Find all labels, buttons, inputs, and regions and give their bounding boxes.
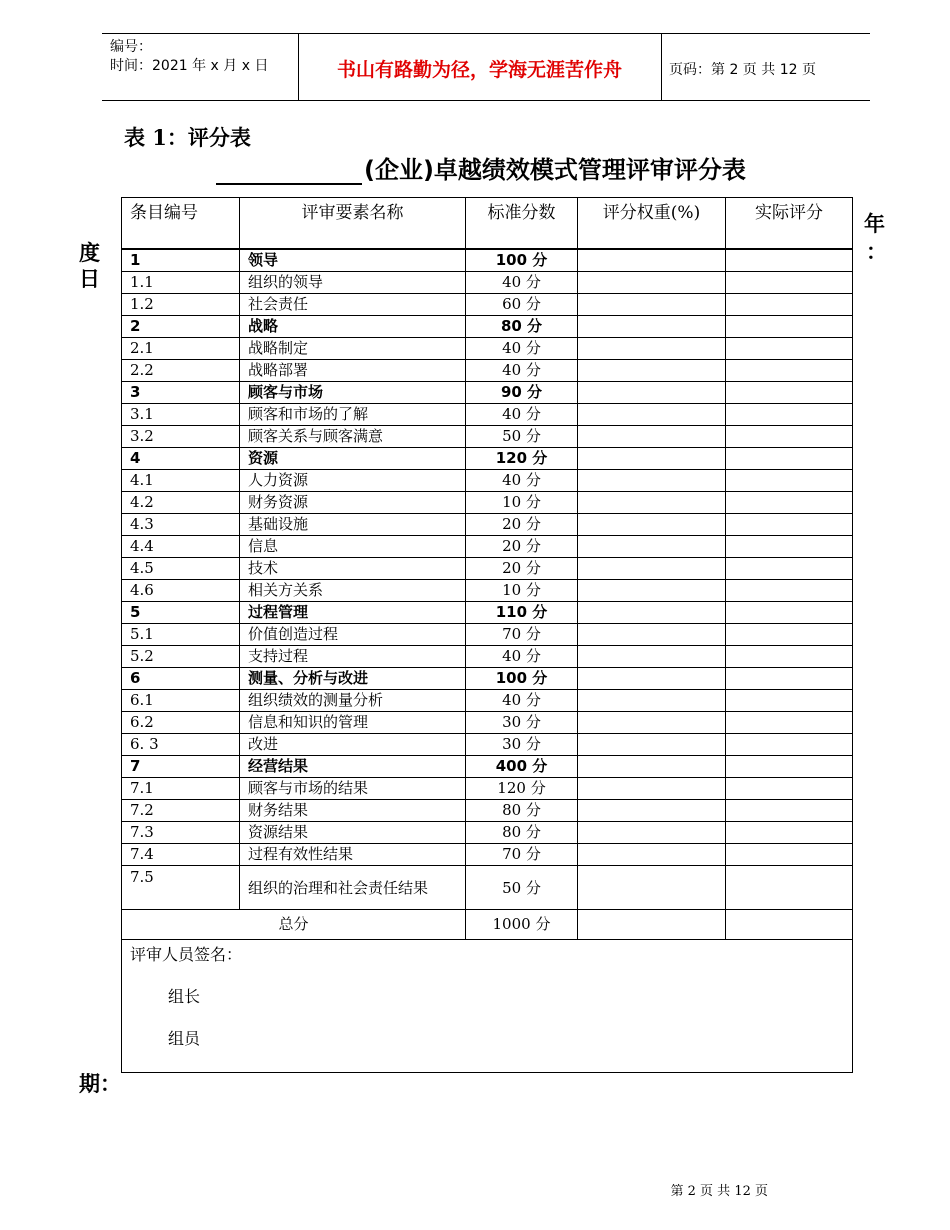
row-weight-cell[interactable]: [578, 756, 726, 778]
signature-cell[interactable]: [122, 940, 853, 1073]
row-name: 领导: [240, 250, 466, 272]
page-footer: 第 2 页 共 12 页: [670, 1184, 768, 1199]
document-header: [102, 33, 870, 101]
row-id: 4.6: [122, 580, 240, 602]
row-name: 过程管理: [240, 602, 466, 624]
row-score: 40 分: [466, 470, 578, 492]
row-weight-cell[interactable]: [578, 778, 726, 800]
row-weight-cell[interactable]: [578, 382, 726, 404]
header-meta: [110, 38, 268, 76]
row-weight-cell[interactable]: [578, 624, 726, 646]
row-actual-cell[interactable]: [726, 382, 853, 404]
table-title-text: (企业)卓越绩效模式管理评审评分表: [364, 156, 746, 184]
row-actual-cell[interactable]: [726, 360, 853, 382]
row-weight-cell[interactable]: [578, 844, 726, 866]
time-label: 时间：2021 年 x 月 x 日: [110, 58, 269, 74]
row-name: 组织绩效的测量分析: [240, 690, 466, 712]
row-id: 4.2: [122, 492, 240, 514]
row-name: 财务资源: [240, 492, 466, 514]
row-weight-cell[interactable]: [578, 470, 726, 492]
row-actual-cell[interactable]: [726, 602, 853, 624]
row-score: 80 分: [466, 822, 578, 844]
row-score: 100 分: [466, 668, 578, 690]
section-row: [122, 668, 853, 690]
row-weight-cell[interactable]: [578, 866, 726, 910]
row-id: 1.1: [122, 272, 240, 294]
row-weight-cell[interactable]: [578, 800, 726, 822]
row-name: 相关方关系: [240, 580, 466, 602]
row-actual-cell[interactable]: [726, 558, 853, 580]
row-weight-cell[interactable]: [578, 646, 726, 668]
row-score: 40 分: [466, 272, 578, 294]
row-score: 40 分: [466, 646, 578, 668]
row-actual-cell[interactable]: [726, 404, 853, 426]
row-id: 1.2: [122, 294, 240, 316]
row-weight-cell[interactable]: [578, 734, 726, 756]
row-weight-cell[interactable]: [578, 250, 726, 272]
table-row: [122, 272, 853, 294]
signature-row: [122, 940, 853, 1073]
row-name: 测量、分析与改进: [240, 668, 466, 690]
section-row: [122, 250, 853, 272]
row-score: 40 分: [466, 338, 578, 360]
row-weight-cell[interactable]: [578, 536, 726, 558]
section-row: [122, 382, 853, 404]
table-row: [122, 360, 853, 382]
table-row: [122, 712, 853, 734]
row-name: 财务结果: [240, 800, 466, 822]
row-score: 30 分: [466, 712, 578, 734]
row-actual-cell[interactable]: [726, 448, 853, 470]
row-weight-cell[interactable]: [578, 712, 726, 734]
row-weight-cell[interactable]: [578, 558, 726, 580]
row-id: 1: [122, 250, 240, 272]
row-name: 社会责任: [240, 294, 466, 316]
header-cell-name: 评审要素名称: [240, 198, 466, 249]
table-caption: 表 1：评分表: [124, 125, 251, 150]
row-actual-cell[interactable]: [726, 250, 853, 272]
table-row: [122, 624, 853, 646]
code-label: 编号：: [110, 39, 152, 55]
row-actual-cell[interactable]: [726, 536, 853, 558]
row-id: 7.1: [122, 778, 240, 800]
header-cell-weight: 评分权重(%): [578, 198, 726, 249]
row-actual-cell[interactable]: [726, 866, 853, 910]
row-actual-cell[interactable]: [726, 690, 853, 712]
row-weight-cell[interactable]: [578, 492, 726, 514]
row-name: 战略部署: [240, 360, 466, 382]
row-id: 6.1: [122, 690, 240, 712]
row-score: 80 分: [466, 800, 578, 822]
row-name: 战略制定: [240, 338, 466, 360]
leader-label: 组长: [168, 987, 201, 1006]
table-row: [122, 492, 853, 514]
row-name: 战略: [240, 316, 466, 338]
table-row: [122, 514, 853, 536]
row-weight-cell[interactable]: [578, 448, 726, 470]
side-char-du: 度: [79, 241, 100, 265]
side-char-ri: 日: [79, 267, 100, 291]
row-name: 资源结果: [240, 822, 466, 844]
row-actual-cell[interactable]: [726, 294, 853, 316]
row-id: 3: [122, 382, 240, 404]
row-score: 400 分: [466, 756, 578, 778]
side-char-colon: ：: [866, 240, 887, 264]
row-actual-cell[interactable]: [726, 646, 853, 668]
row-weight-cell[interactable]: [578, 294, 726, 316]
row-score: 10 分: [466, 580, 578, 602]
row-score: 50 分: [466, 866, 578, 910]
side-char-qi: 期：: [79, 1072, 121, 1096]
row-name: 基础设施: [240, 514, 466, 536]
table-row: [122, 294, 853, 316]
row-weight-cell[interactable]: [578, 822, 726, 844]
row-name: 信息: [240, 536, 466, 558]
row-weight-cell[interactable]: [578, 426, 726, 448]
row-id: 2.1: [122, 338, 240, 360]
row-actual-cell[interactable]: [726, 756, 853, 778]
row-score: 100 分: [466, 250, 578, 272]
row-actual-cell[interactable]: [726, 580, 853, 602]
row-id: 7.4: [122, 844, 240, 866]
row-id: 4.4: [122, 536, 240, 558]
row-actual-cell[interactable]: [726, 470, 853, 492]
header-page-number: 页码：第 2 页 共 12 页: [669, 62, 816, 78]
row-weight-cell[interactable]: [578, 404, 726, 426]
table-row: [122, 404, 853, 426]
section-row: [122, 756, 853, 778]
row-id: 6: [122, 668, 240, 690]
row-score: 60 分: [466, 294, 578, 316]
table-row: [122, 844, 853, 866]
row-id: 4.1: [122, 470, 240, 492]
row-id: 5.1: [122, 624, 240, 646]
row-actual-cell[interactable]: [726, 800, 853, 822]
header-divider: [661, 34, 662, 100]
row-name: 组织的治理和社会责任结果: [240, 866, 466, 910]
row-score: 10 分: [466, 492, 578, 514]
row-weight-cell[interactable]: [578, 602, 726, 624]
score-table: [121, 197, 853, 1073]
row-name: 顾客和市场的了解: [240, 404, 466, 426]
company-name-blank: [216, 157, 362, 185]
total-weight-cell[interactable]: [578, 910, 726, 940]
row-id: 3.2: [122, 426, 240, 448]
row-name: 支持过程: [240, 646, 466, 668]
row-name: 信息和知识的管理: [240, 712, 466, 734]
section-row: [122, 602, 853, 624]
row-weight-cell[interactable]: [578, 690, 726, 712]
section-row: [122, 448, 853, 470]
row-actual-cell[interactable]: [726, 338, 853, 360]
row-score: 110 分: [466, 602, 578, 624]
row-id: 4: [122, 448, 240, 470]
signature-label: 评审人员签名：: [130, 945, 243, 964]
row-id: 5.2: [122, 646, 240, 668]
row-actual-cell[interactable]: [726, 426, 853, 448]
row-score: 40 分: [466, 404, 578, 426]
row-actual-cell[interactable]: [726, 316, 853, 338]
row-name: 人力资源: [240, 470, 466, 492]
table-row: [122, 822, 853, 844]
header-cell-actual: 实际评分: [726, 198, 853, 249]
table-title: [216, 150, 746, 185]
row-weight-cell[interactable]: [578, 668, 726, 690]
header-cell-id: 条目编号: [122, 198, 240, 249]
row-score: 40 分: [466, 690, 578, 712]
row-id: 7.3: [122, 822, 240, 844]
row-name: 价值创造过程: [240, 624, 466, 646]
row-score: 80 分: [466, 316, 578, 338]
row-actual-cell[interactable]: [726, 492, 853, 514]
total-label: 总分: [122, 910, 466, 940]
row-score: 70 分: [466, 844, 578, 866]
table-row: [122, 866, 853, 910]
table-row: [122, 646, 853, 668]
row-actual-cell[interactable]: [726, 514, 853, 536]
row-id: 6.2: [122, 712, 240, 734]
table-row: [122, 690, 853, 712]
row-id: 7.5: [122, 866, 240, 910]
row-name: 过程有效性结果: [240, 844, 466, 866]
row-name: 资源: [240, 448, 466, 470]
row-score: 50 分: [466, 426, 578, 448]
row-id: 7: [122, 756, 240, 778]
row-name: 组织的领导: [240, 272, 466, 294]
row-actual-cell[interactable]: [726, 778, 853, 800]
row-id: 4.3: [122, 514, 240, 536]
total-actual-cell[interactable]: [726, 910, 853, 940]
table-row: [122, 338, 853, 360]
table-row: [122, 800, 853, 822]
row-id: 3.1: [122, 404, 240, 426]
header-motto: 书山有路勤为径，学海无涯苦作舟: [336, 59, 622, 81]
row-weight-cell[interactable]: [578, 338, 726, 360]
side-char-nian: 年: [864, 212, 885, 236]
row-id: 4.5: [122, 558, 240, 580]
row-weight-cell[interactable]: [578, 360, 726, 382]
table-row: [122, 536, 853, 558]
row-actual-cell[interactable]: [726, 734, 853, 756]
row-actual-cell[interactable]: [726, 844, 853, 866]
table-row: [122, 734, 853, 756]
member-label: 组员: [168, 1029, 201, 1048]
header-cell-score: 标准分数: [466, 198, 578, 249]
row-name: 技术: [240, 558, 466, 580]
row-name: 顾客与市场的结果: [240, 778, 466, 800]
row-score: 120 分: [466, 448, 578, 470]
row-id: 6. 3: [122, 734, 240, 756]
row-weight-cell[interactable]: [578, 316, 726, 338]
row-actual-cell[interactable]: [726, 624, 853, 646]
row-weight-cell[interactable]: [578, 580, 726, 602]
row-actual-cell[interactable]: [726, 668, 853, 690]
table-row: [122, 426, 853, 448]
total-score: 1000 分: [466, 910, 578, 940]
table-row: [122, 778, 853, 800]
row-weight-cell[interactable]: [578, 272, 726, 294]
row-name: 经营结果: [240, 756, 466, 778]
row-score: 20 分: [466, 536, 578, 558]
total-row: [122, 910, 853, 940]
row-name: 顾客关系与顾客满意: [240, 426, 466, 448]
table-header-row: [122, 198, 853, 249]
row-id: 5: [122, 602, 240, 624]
row-score: 30 分: [466, 734, 578, 756]
row-score: 20 分: [466, 558, 578, 580]
row-score: 20 分: [466, 514, 578, 536]
row-id: 2: [122, 316, 240, 338]
row-actual-cell[interactable]: [726, 272, 853, 294]
row-weight-cell[interactable]: [578, 514, 726, 536]
table-row: [122, 470, 853, 492]
row-score: 70 分: [466, 624, 578, 646]
table-row: [122, 580, 853, 602]
row-score: 90 分: [466, 382, 578, 404]
row-score: 120 分: [466, 778, 578, 800]
row-actual-cell[interactable]: [726, 712, 853, 734]
table-row: [122, 558, 853, 580]
row-id: 7.2: [122, 800, 240, 822]
row-actual-cell[interactable]: [726, 822, 853, 844]
row-score: 40 分: [466, 360, 578, 382]
row-id: 2.2: [122, 360, 240, 382]
row-name: 改进: [240, 734, 466, 756]
row-name: 顾客与市场: [240, 382, 466, 404]
section-row: [122, 316, 853, 338]
